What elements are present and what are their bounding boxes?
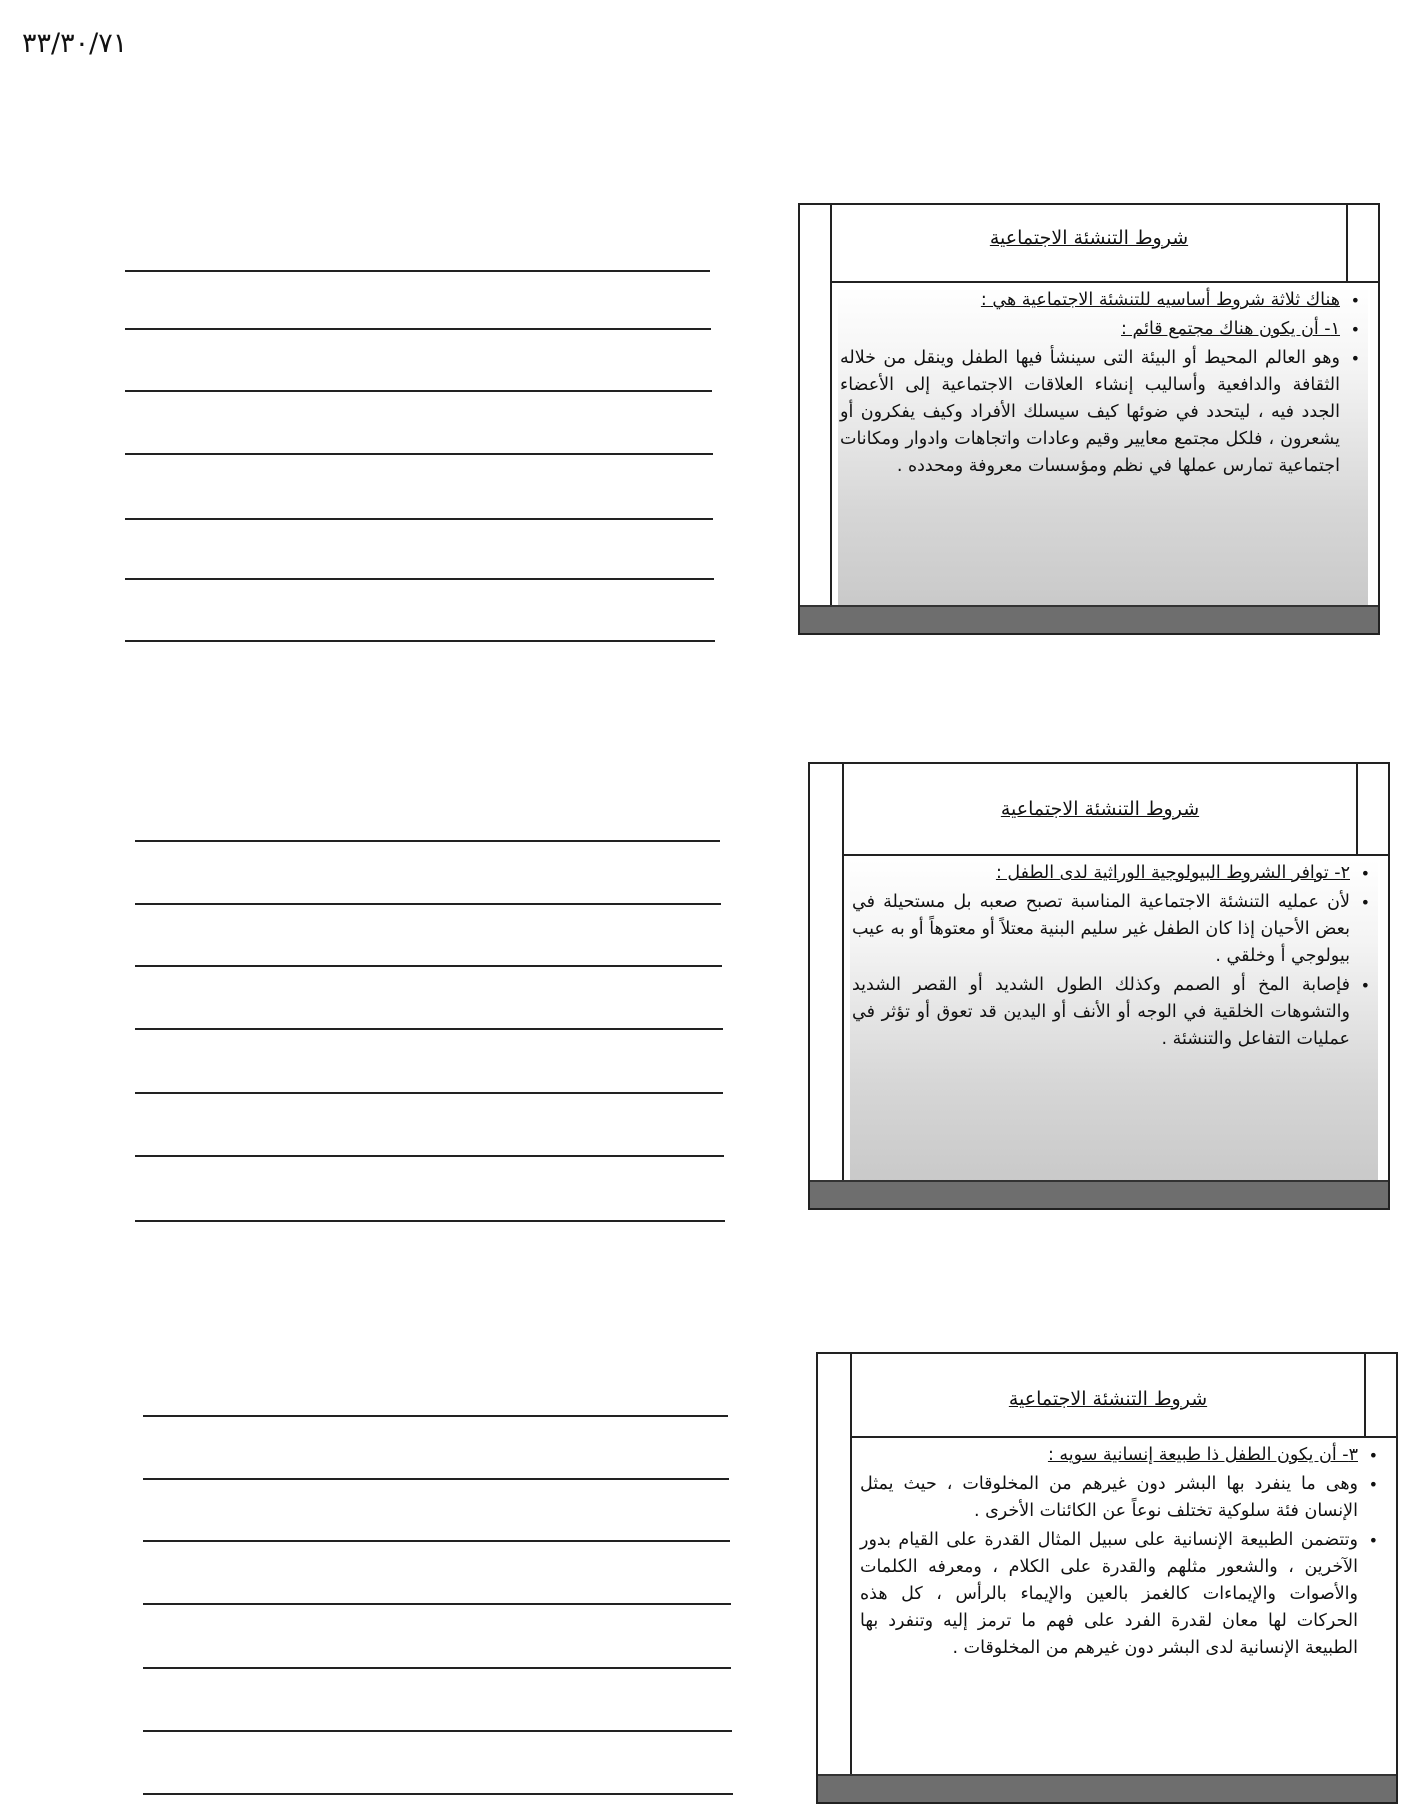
slide-bullet: • ٣- أن يكون الطفل ذا طبيعة إنسانية سويه : [860, 1442, 1380, 1469]
note-line [135, 1155, 724, 1157]
note-line [125, 390, 712, 392]
slide-2 [808, 762, 1390, 1210]
slide-bullet: • وهى ما ينفرد بها البشر دون غيرهم من المخلوقات ، حيث يمثل الإنسان فئة سلوكية تختلف نوعاً عن الكائنات الأخرى . [860, 1471, 1380, 1525]
slide-left-rule [830, 205, 832, 633]
slide-footer-bar [810, 1180, 1388, 1208]
slide-bullet: • وهو العالم المحيط أو البيئة التى سينشأ فيها الطفل وينقل من خلاله الثقافة والدافعية وأساليب إنشاء العلاقات الاجتماعية إلى الأعضاء الجدد فيه ، ليتحدد في ضوئها كيف سيسلك الأفراد وكيف يفكرون أو يشعرون ، فلكل مجتمع معايير وقيم وعادات واتجاهات وادوار ومكانات اجتماعية تمارس عملها في نظم ومؤسسات معروفة ومحدده . [840, 345, 1362, 480]
note-line [125, 578, 714, 580]
note-line [135, 903, 721, 905]
slide-bullet: • هناك ثلاثة شروط أساسيه للتنشئة الاجتماعية هي : [840, 287, 1362, 314]
slide-left-rule [850, 1354, 852, 1802]
note-line [135, 840, 720, 842]
slide-title-right-rule [1346, 205, 1348, 281]
note-line [143, 1730, 732, 1732]
note-lines-group [143, 1405, 733, 1805]
note-line [143, 1667, 731, 1669]
slide-bullet: • لأن عمليه التنشئة الاجتماعية المناسبة تصبح صعبه بل مستحيلة في بعض الأحيان إذا كان الطفل غير سليم البنية معتلاً أو معتوهاً أو به عيب بيولوجي أ وخلقي . [852, 889, 1372, 970]
note-line [125, 328, 711, 330]
slide-title-rule [850, 1436, 1396, 1438]
note-line [135, 1092, 723, 1094]
note-line [125, 453, 713, 455]
slide-body [838, 287, 1368, 609]
slide-bullet: • وتتضمن الطبيعة الإنسانية على سبيل المثال القدرة على القيام بدور الآخرين ، والشعور مثلهم والقدرة على الكلام ، ومعرفه الكلمات والأصوات والإيماءات كالغمز بالعين والإيماء بالرأس ، كل هذه الحركات لها معان لقدرة الفرد على فهم ما ترمز إليه وتنفرد بها الطبيعة الإنسانية لدى البشر دون غيرهم من المخلوقات . [860, 1527, 1380, 1662]
slide-left-rule [842, 764, 844, 1208]
note-lines-group [135, 830, 725, 1230]
note-line [143, 1540, 730, 1542]
slide-1 [798, 203, 1380, 635]
note-line [125, 270, 710, 272]
slide-body [850, 860, 1378, 1182]
slide-title-right-rule [1356, 764, 1358, 854]
slide-bullet: • فإصابة المخ أو الصمم وكذلك الطول الشديد أو القصر الشديد والتشوهات الخلقية في الوجه أو الأنف أو اليدين قد تعوق أو تؤثر في عمليات التفاعل والتنشئة . [852, 972, 1372, 1053]
slide-footer-bar [818, 1774, 1396, 1802]
slide-title: شروط التنشئة الاجتماعية [989, 227, 1189, 249]
slide-footer-bar [800, 605, 1378, 633]
note-line [125, 640, 715, 642]
slide-title-right-rule [1364, 1354, 1366, 1436]
note-lines-group [125, 260, 715, 650]
note-line [135, 965, 722, 967]
note-line [135, 1220, 725, 1222]
note-line [143, 1603, 731, 1605]
slide-bullet: • ١- أن يكون هناك مجتمع قائم : [840, 316, 1362, 343]
slide-bullet: • ٢- توافر الشروط البيولوجية الوراثية لدى الطفل : [852, 860, 1372, 887]
note-line [143, 1793, 733, 1795]
slide-title: شروط التنشئة الاجتماعية [1000, 798, 1200, 820]
slide-3 [816, 1352, 1398, 1804]
note-line [125, 518, 713, 520]
note-line [135, 1028, 723, 1030]
slide-title: شروط التنشئة الاجتماعية [1008, 1388, 1208, 1410]
note-line [143, 1415, 728, 1417]
slide-body [858, 1442, 1386, 1772]
slide-title-rule [830, 281, 1378, 283]
slide-title-rule [842, 854, 1388, 856]
page-date: ١٧/٠٣/٣٣ [22, 28, 128, 59]
note-line [143, 1478, 729, 1480]
